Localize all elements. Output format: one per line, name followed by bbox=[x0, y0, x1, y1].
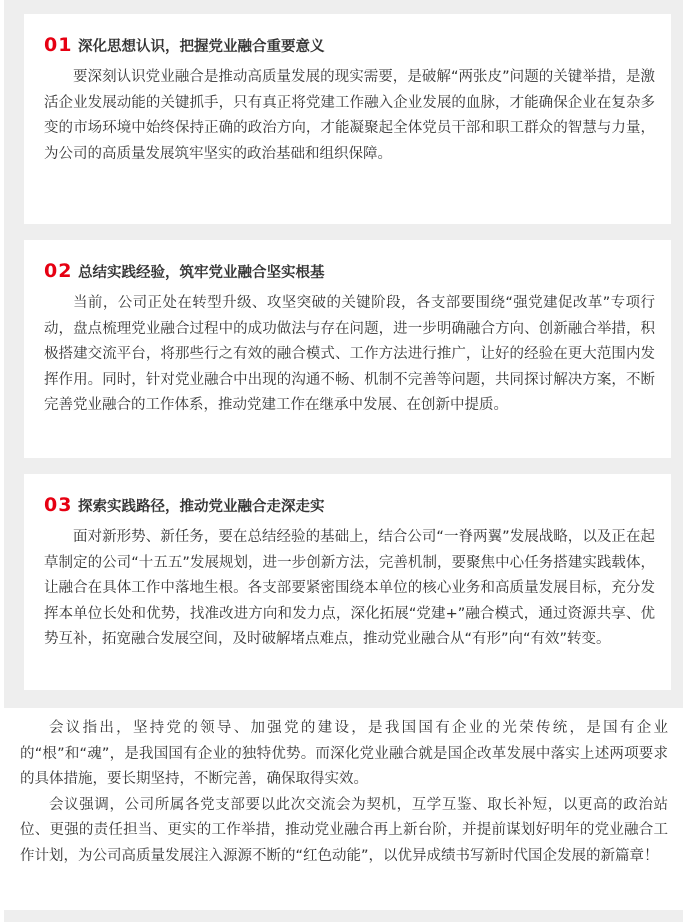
section-header bbox=[44, 494, 655, 520]
section-card-1 bbox=[24, 14, 671, 224]
bottom-divider bbox=[4, 910, 683, 922]
section-card-2 bbox=[24, 240, 671, 458]
section-title: 深化思想认识，把握党业融合重要意义 bbox=[78, 39, 325, 55]
section-card-3 bbox=[24, 474, 671, 690]
section-number: 02 bbox=[44, 260, 73, 282]
section-number: 03 bbox=[44, 494, 73, 516]
closing-paragraph-2: 会议强调，公司所属各党支部要以此次交流会为契机，互学互鉴、取长补短，以更高的政治站位、更强的责任担当、更实的工作举措，推动党业融合再上新台阶，并提前谋划好明年的党业融合工作计划，为公司高质量发展注入源源不断的“红色动能”，以优异成绩书写新时代国企发展的新篇章！ bbox=[20, 796, 668, 864]
closing-paragraph-1: 会议指出，坚持党的领导、加强党的建设，是我国国有企业的光荣传统，是国有企业的“根”和“魂”，是我国国有企业的独特优势。而深化党业融合就是国企改革发展中落实上述两项要求的具体措施，要长期坚持，不断完善，确保取得实效。 bbox=[20, 720, 668, 787]
section-title: 探索实践路径，推动党业融合走深走实 bbox=[78, 499, 325, 515]
section-body: 当前，公司正处在转型升级、攻坚突破的关键阶段，各支部要围绕“强党建促改革”专项行动，盘点梳理党业融合过程中的成功做法与存在问题，进一步明确融合方向、创新融合举措，积极搭建交流平台，将那些行之有效的融合模式、工作方法进行推广，让好的经验在更大范围内发挥作用。同时，针对党业融合中出现的沟通不畅、机制不完善等问题，共同探讨解决方案，不断完善党业融合的工作体系，推动党建工作在继承中发展、在创新中提质。 bbox=[44, 295, 655, 413]
section-header bbox=[44, 260, 655, 286]
sections-panel bbox=[4, 0, 683, 708]
section-header bbox=[44, 34, 655, 60]
section-body: 面对新形势、新任务，要在总结经验的基础上，结合公司“一脊两翼”发展战略，以及正在起草制定的公司“十五五”发展规划，进一步创新方法，完善机制，要聚焦中心任务搭建实践载体，让融合在具体工作中落地生根。各支部要紧密围绕本单位的核心业务和高质量发展目标，充分发挥本单位长处和优势，找准改进方向和发力点，深化拓展“党建+”融合模式，通过资源共享、优势互补，拓宽融合发展空间，及时破解堵点难点，推动党业融合从“有形”向“有效”转变。 bbox=[44, 529, 655, 647]
section-title: 总结实践经验，筑牢党业融合坚实根基 bbox=[78, 265, 325, 281]
closing-text bbox=[20, 716, 668, 869]
section-number: 01 bbox=[44, 34, 73, 56]
section-body: 要深刻认识党业融合是推动高质量发展的现实需要，是破解“两张皮”问题的关键举措，是激活企业发展动能的关键抓手，只有真正将党建工作融入企业发展的血脉，才能确保企业在复杂多变的市场环境中始终保持正确的政治方向，才能凝聚起全体党员干部和职工群众的智慧与力量，为公司的高质量发展筑牢坚实的政治基础和组织保障。 bbox=[44, 69, 655, 162]
